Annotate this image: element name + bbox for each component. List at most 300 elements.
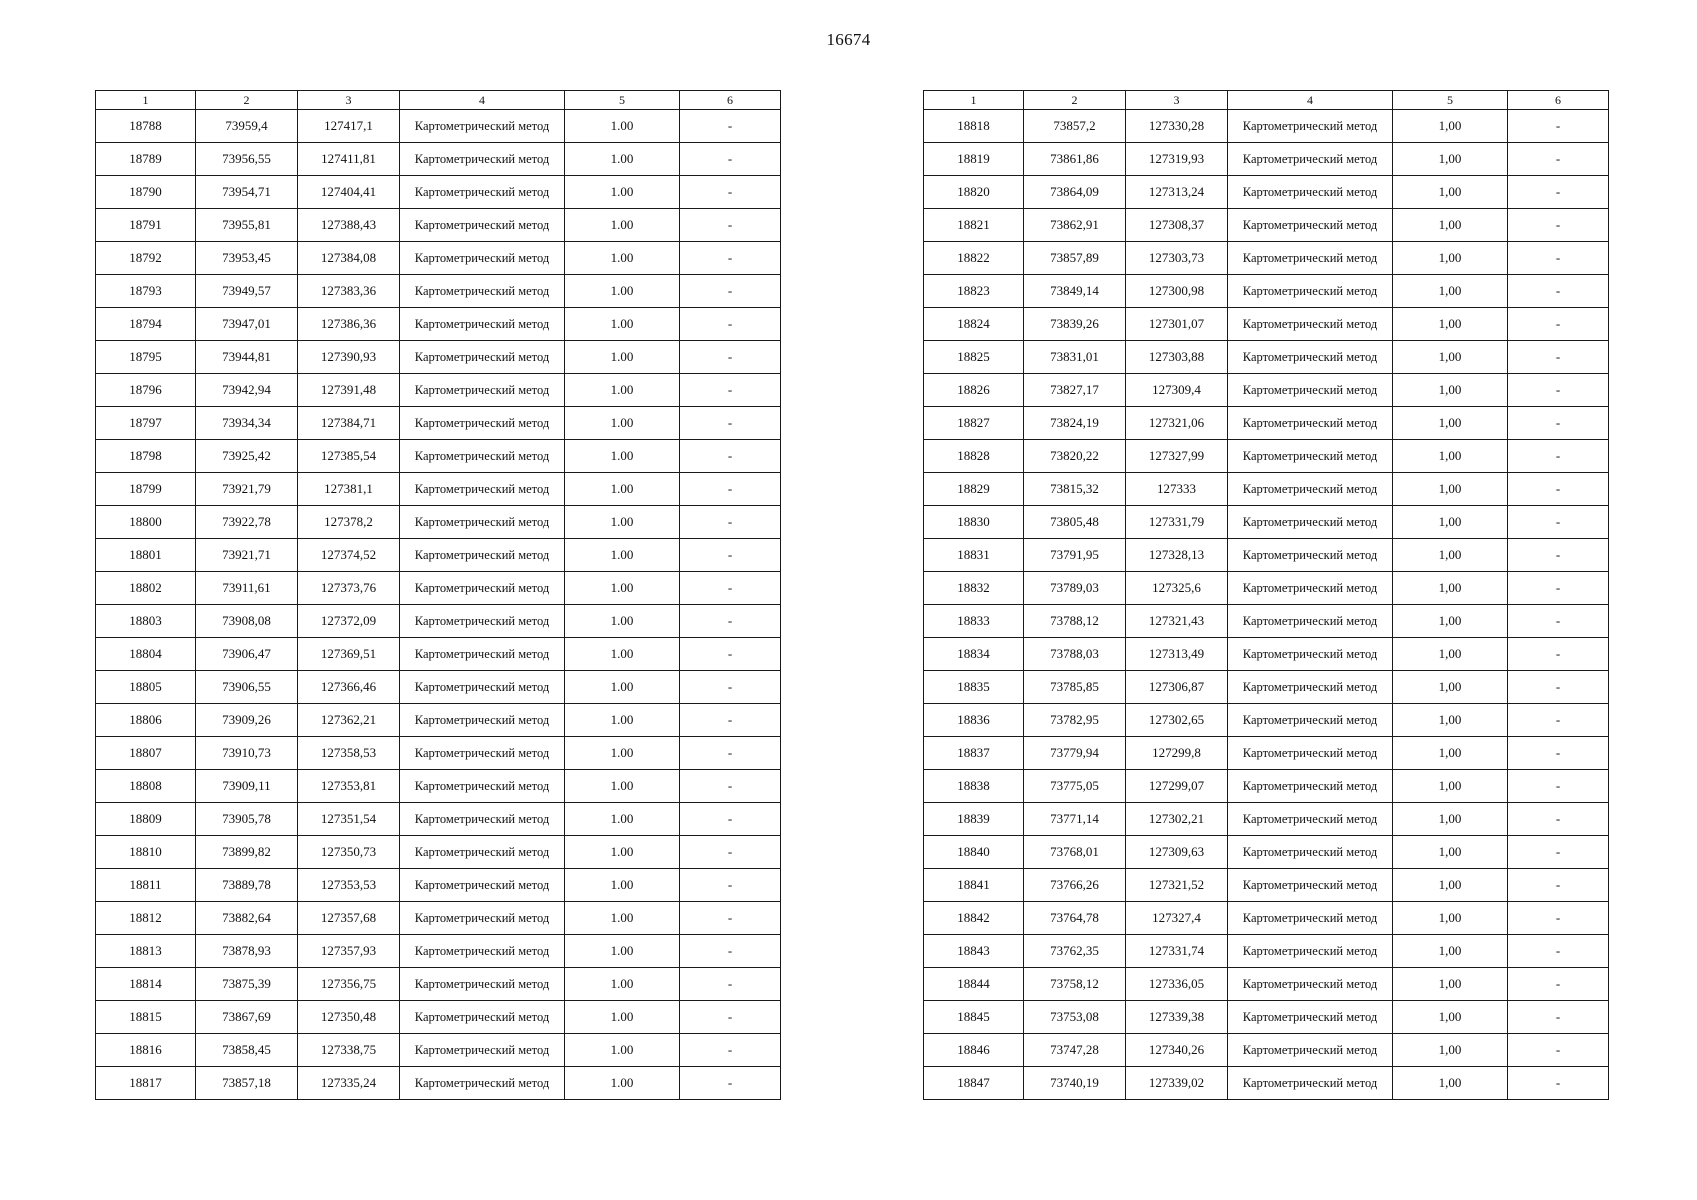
point-number-cell: 18804	[96, 638, 196, 671]
point-number-cell: 18805	[96, 671, 196, 704]
x-coordinate-cell: 73858,45	[196, 1034, 298, 1067]
point-number-cell: 18822	[924, 242, 1024, 275]
y-coordinate-cell: 127319,93	[1126, 143, 1228, 176]
method-cell: Картометрический метод	[400, 869, 565, 902]
method-cell: Картометрический метод	[400, 572, 565, 605]
y-coordinate-cell: 127350,73	[298, 836, 400, 869]
method-cell: Картометрический метод	[1228, 539, 1393, 572]
method-cell: Картометрический метод	[400, 704, 565, 737]
x-coordinate-cell: 73921,71	[196, 539, 298, 572]
x-coordinate-cell: 73955,81	[196, 209, 298, 242]
x-coordinate-cell: 73791,95	[1024, 539, 1126, 572]
point-number-cell: 18832	[924, 572, 1024, 605]
table-row	[96, 176, 781, 209]
x-coordinate-cell: 73949,57	[196, 275, 298, 308]
column-header: 3	[1126, 91, 1228, 110]
accuracy-cell: 1,00	[1393, 539, 1508, 572]
y-coordinate-cell: 127328,13	[1126, 539, 1228, 572]
point-number-cell: 18826	[924, 374, 1024, 407]
accuracy-cell: 1,00	[1393, 671, 1508, 704]
point-number-cell: 18837	[924, 737, 1024, 770]
page-number: 16674	[826, 30, 871, 49]
note-cell: -	[680, 506, 781, 539]
method-cell: Картометрический метод	[400, 803, 565, 836]
method-cell: Картометрический метод	[400, 275, 565, 308]
method-cell: Картометрический метод	[400, 1001, 565, 1034]
x-coordinate-cell: 73861,86	[1024, 143, 1126, 176]
note-cell: -	[1508, 869, 1609, 902]
table-row	[924, 473, 1609, 506]
accuracy-cell: 1.00	[565, 869, 680, 902]
table-row	[96, 308, 781, 341]
method-cell: Картометрический метод	[400, 1034, 565, 1067]
point-number-cell: 18800	[96, 506, 196, 539]
x-coordinate-cell: 73953,45	[196, 242, 298, 275]
x-coordinate-cell: 73956,55	[196, 143, 298, 176]
point-number-cell: 18840	[924, 836, 1024, 869]
note-cell: -	[1508, 935, 1609, 968]
x-coordinate-cell: 73820,22	[1024, 440, 1126, 473]
y-coordinate-cell: 127331,74	[1126, 935, 1228, 968]
method-cell: Картометрический метод	[400, 308, 565, 341]
point-number-cell: 18820	[924, 176, 1024, 209]
column-header: 1	[96, 91, 196, 110]
table-row	[924, 374, 1609, 407]
method-cell: Картометрический метод	[400, 176, 565, 209]
table-row	[924, 407, 1609, 440]
table-row	[96, 1001, 781, 1034]
point-number-cell: 18803	[96, 605, 196, 638]
note-cell: -	[1508, 242, 1609, 275]
y-coordinate-cell: 127353,53	[298, 869, 400, 902]
x-coordinate-cell: 73857,2	[1024, 110, 1126, 143]
accuracy-cell: 1,00	[1393, 110, 1508, 143]
point-number-cell: 18813	[96, 935, 196, 968]
note-cell: -	[680, 671, 781, 704]
accuracy-cell: 1.00	[565, 539, 680, 572]
table-row	[96, 671, 781, 704]
y-coordinate-cell: 127338,75	[298, 1034, 400, 1067]
note-cell: -	[1508, 1001, 1609, 1034]
y-coordinate-cell: 127340,26	[1126, 1034, 1228, 1067]
method-cell: Картометрический метод	[1228, 869, 1393, 902]
note-cell: -	[1508, 803, 1609, 836]
table-row	[924, 341, 1609, 374]
method-cell: Картометрический метод	[400, 770, 565, 803]
note-cell: -	[680, 968, 781, 1001]
note-cell: -	[680, 1067, 781, 1100]
point-number-cell: 18817	[96, 1067, 196, 1100]
point-number-cell: 18811	[96, 869, 196, 902]
column-header: 5	[1393, 91, 1508, 110]
table-row	[924, 1034, 1609, 1067]
method-cell: Картометрический метод	[400, 671, 565, 704]
point-number-cell: 18831	[924, 539, 1024, 572]
table-row	[924, 242, 1609, 275]
accuracy-cell: 1.00	[565, 605, 680, 638]
x-coordinate-cell: 73740,19	[1024, 1067, 1126, 1100]
point-number-cell: 18841	[924, 869, 1024, 902]
y-coordinate-cell: 127308,37	[1126, 209, 1228, 242]
accuracy-cell: 1,00	[1393, 374, 1508, 407]
accuracy-cell: 1.00	[565, 737, 680, 770]
point-number-cell: 18794	[96, 308, 196, 341]
method-cell: Картометрический метод	[1228, 572, 1393, 605]
table-row	[924, 638, 1609, 671]
point-number-cell: 18847	[924, 1067, 1024, 1100]
y-coordinate-cell: 127351,54	[298, 803, 400, 836]
y-coordinate-cell: 127327,99	[1126, 440, 1228, 473]
table-row	[924, 1001, 1609, 1034]
x-coordinate-cell: 73827,17	[1024, 374, 1126, 407]
y-coordinate-cell: 127333	[1126, 473, 1228, 506]
y-coordinate-cell: 127378,2	[298, 506, 400, 539]
accuracy-cell: 1,00	[1393, 143, 1508, 176]
header-row	[96, 91, 781, 110]
table-row	[96, 869, 781, 902]
table-row	[96, 539, 781, 572]
table-row	[96, 638, 781, 671]
accuracy-cell: 1.00	[565, 1001, 680, 1034]
point-number-cell: 18809	[96, 803, 196, 836]
note-cell: -	[680, 836, 781, 869]
accuracy-cell: 1.00	[565, 671, 680, 704]
accuracy-cell: 1,00	[1393, 407, 1508, 440]
method-cell: Картометрический метод	[1228, 770, 1393, 803]
note-cell: -	[1508, 968, 1609, 1001]
point-number-cell: 18790	[96, 176, 196, 209]
accuracy-cell: 1,00	[1393, 275, 1508, 308]
note-cell: -	[680, 770, 781, 803]
table-row	[924, 308, 1609, 341]
y-coordinate-cell: 127303,88	[1126, 341, 1228, 374]
note-cell: -	[680, 902, 781, 935]
point-number-cell: 18812	[96, 902, 196, 935]
accuracy-cell: 1,00	[1393, 869, 1508, 902]
method-cell: Картометрический метод	[400, 209, 565, 242]
point-number-cell: 18816	[96, 1034, 196, 1067]
x-coordinate-cell: 73878,93	[196, 935, 298, 968]
method-cell: Картометрический метод	[400, 836, 565, 869]
table-row	[924, 605, 1609, 638]
point-number-cell: 18827	[924, 407, 1024, 440]
note-cell: -	[680, 473, 781, 506]
method-cell: Картометрический метод	[1228, 110, 1393, 143]
note-cell: -	[680, 143, 781, 176]
note-cell: -	[1508, 407, 1609, 440]
method-cell: Картометрический метод	[400, 506, 565, 539]
x-coordinate-cell: 73824,19	[1024, 407, 1126, 440]
y-coordinate-cell: 127388,43	[298, 209, 400, 242]
x-coordinate-cell: 73862,91	[1024, 209, 1126, 242]
note-cell: -	[1508, 308, 1609, 341]
table-row	[96, 935, 781, 968]
accuracy-cell: 1.00	[565, 242, 680, 275]
x-coordinate-cell: 73753,08	[1024, 1001, 1126, 1034]
point-number-cell: 18829	[924, 473, 1024, 506]
point-number-cell: 18828	[924, 440, 1024, 473]
x-coordinate-cell: 73766,26	[1024, 869, 1126, 902]
y-coordinate-cell: 127299,8	[1126, 737, 1228, 770]
accuracy-cell: 1,00	[1393, 572, 1508, 605]
method-cell: Картометрический метод	[1228, 473, 1393, 506]
point-number-cell: 18789	[96, 143, 196, 176]
note-cell: -	[1508, 374, 1609, 407]
note-cell: -	[1508, 506, 1609, 539]
table-body	[924, 110, 1609, 1100]
y-coordinate-cell: 127356,75	[298, 968, 400, 1001]
y-coordinate-cell: 127301,07	[1126, 308, 1228, 341]
table-row	[96, 770, 781, 803]
note-cell: -	[1508, 572, 1609, 605]
y-coordinate-cell: 127302,65	[1126, 704, 1228, 737]
accuracy-cell: 1.00	[565, 143, 680, 176]
note-cell: -	[680, 374, 781, 407]
column-header: 2	[1024, 91, 1126, 110]
accuracy-cell: 1,00	[1393, 1067, 1508, 1100]
x-coordinate-cell: 73908,08	[196, 605, 298, 638]
x-coordinate-cell: 73775,05	[1024, 770, 1126, 803]
method-cell: Картометрический метод	[1228, 308, 1393, 341]
method-cell: Картометрический метод	[1228, 275, 1393, 308]
accuracy-cell: 1.00	[565, 968, 680, 1001]
method-cell: Картометрический метод	[400, 242, 565, 275]
point-number-cell: 18842	[924, 902, 1024, 935]
accuracy-cell: 1,00	[1393, 440, 1508, 473]
accuracy-cell: 1.00	[565, 209, 680, 242]
x-coordinate-cell: 73864,09	[1024, 176, 1126, 209]
x-coordinate-cell: 73747,28	[1024, 1034, 1126, 1067]
method-cell: Картометрический метод	[1228, 176, 1393, 209]
x-coordinate-cell: 73789,03	[1024, 572, 1126, 605]
table-row	[924, 572, 1609, 605]
note-cell: -	[680, 440, 781, 473]
table-row	[924, 803, 1609, 836]
column-header: 1	[924, 91, 1024, 110]
table-row	[924, 209, 1609, 242]
accuracy-cell: 1.00	[565, 110, 680, 143]
method-cell: Картометрический метод	[400, 407, 565, 440]
y-coordinate-cell: 127411,81	[298, 143, 400, 176]
y-coordinate-cell: 127417,1	[298, 110, 400, 143]
table-row	[924, 704, 1609, 737]
note-cell: -	[680, 407, 781, 440]
note-cell: -	[1508, 473, 1609, 506]
method-cell: Картометрический метод	[400, 440, 565, 473]
method-cell: Картометрический метод	[1228, 1034, 1393, 1067]
method-cell: Картометрический метод	[1228, 143, 1393, 176]
note-cell: -	[1508, 143, 1609, 176]
table-row	[96, 803, 781, 836]
accuracy-cell: 1,00	[1393, 902, 1508, 935]
point-number-cell: 18818	[924, 110, 1024, 143]
point-number-cell: 18835	[924, 671, 1024, 704]
note-cell: -	[1508, 671, 1609, 704]
accuracy-cell: 1.00	[565, 308, 680, 341]
point-number-cell: 18846	[924, 1034, 1024, 1067]
column-header: 5	[565, 91, 680, 110]
method-cell: Картометрический метод	[400, 902, 565, 935]
table-row	[924, 275, 1609, 308]
note-cell: -	[680, 572, 781, 605]
accuracy-cell: 1,00	[1393, 506, 1508, 539]
accuracy-cell: 1,00	[1393, 308, 1508, 341]
point-number-cell: 18833	[924, 605, 1024, 638]
x-coordinate-cell: 73954,71	[196, 176, 298, 209]
x-coordinate-cell: 73910,73	[196, 737, 298, 770]
y-coordinate-cell: 127385,54	[298, 440, 400, 473]
y-coordinate-cell: 127357,93	[298, 935, 400, 968]
point-number-cell: 18810	[96, 836, 196, 869]
table-row	[96, 902, 781, 935]
method-cell: Картометрический метод	[1228, 341, 1393, 374]
accuracy-cell: 1,00	[1393, 704, 1508, 737]
accuracy-cell: 1,00	[1393, 638, 1508, 671]
method-cell: Картометрический метод	[1228, 242, 1393, 275]
note-cell: -	[1508, 110, 1609, 143]
accuracy-cell: 1,00	[1393, 770, 1508, 803]
note-cell: -	[680, 209, 781, 242]
x-coordinate-cell: 73911,61	[196, 572, 298, 605]
x-coordinate-cell: 73758,12	[1024, 968, 1126, 1001]
x-coordinate-cell: 73785,85	[1024, 671, 1126, 704]
y-coordinate-cell: 127366,46	[298, 671, 400, 704]
point-number-cell: 18801	[96, 539, 196, 572]
point-number-cell: 18819	[924, 143, 1024, 176]
y-coordinate-cell: 127374,52	[298, 539, 400, 572]
point-number-cell: 18834	[924, 638, 1024, 671]
point-number-cell: 18806	[96, 704, 196, 737]
method-cell: Картометрический метод	[400, 374, 565, 407]
y-coordinate-cell: 127321,52	[1126, 869, 1228, 902]
table-row	[96, 737, 781, 770]
point-number-cell: 18821	[924, 209, 1024, 242]
accuracy-cell: 1.00	[565, 341, 680, 374]
y-coordinate-cell: 127303,73	[1126, 242, 1228, 275]
note-cell: -	[1508, 539, 1609, 572]
note-cell: -	[680, 935, 781, 968]
y-coordinate-cell: 127309,63	[1126, 836, 1228, 869]
y-coordinate-cell: 127299,07	[1126, 770, 1228, 803]
point-number-cell: 18807	[96, 737, 196, 770]
accuracy-cell: 1,00	[1393, 836, 1508, 869]
y-coordinate-cell: 127339,02	[1126, 1067, 1228, 1100]
y-coordinate-cell: 127321,43	[1126, 605, 1228, 638]
point-number-cell: 18815	[96, 1001, 196, 1034]
table-row	[96, 605, 781, 638]
note-cell: -	[680, 275, 781, 308]
y-coordinate-cell: 127313,49	[1126, 638, 1228, 671]
x-coordinate-cell: 73909,11	[196, 770, 298, 803]
accuracy-cell: 1.00	[565, 902, 680, 935]
y-coordinate-cell: 127358,53	[298, 737, 400, 770]
accuracy-cell: 1.00	[565, 1067, 680, 1100]
note-cell: -	[1508, 836, 1609, 869]
table-row	[96, 968, 781, 1001]
column-header: 4	[400, 91, 565, 110]
y-coordinate-cell: 127309,4	[1126, 374, 1228, 407]
method-cell: Картометрический метод	[400, 110, 565, 143]
note-cell: -	[680, 110, 781, 143]
accuracy-cell: 1,00	[1393, 242, 1508, 275]
x-coordinate-cell: 73921,79	[196, 473, 298, 506]
y-coordinate-cell: 127336,05	[1126, 968, 1228, 1001]
y-coordinate-cell: 127386,36	[298, 308, 400, 341]
note-cell: -	[1508, 605, 1609, 638]
y-coordinate-cell: 127353,81	[298, 770, 400, 803]
accuracy-cell: 1.00	[565, 803, 680, 836]
point-number-cell: 18795	[96, 341, 196, 374]
accuracy-cell: 1,00	[1393, 737, 1508, 770]
point-number-cell: 18796	[96, 374, 196, 407]
method-cell: Картометрический метод	[1228, 671, 1393, 704]
x-coordinate-cell: 73889,78	[196, 869, 298, 902]
accuracy-cell: 1,00	[1393, 1034, 1508, 1067]
point-number-cell: 18825	[924, 341, 1024, 374]
y-coordinate-cell: 127313,24	[1126, 176, 1228, 209]
method-cell: Картометрический метод	[400, 341, 565, 374]
method-cell: Картометрический метод	[400, 473, 565, 506]
table-row	[924, 770, 1609, 803]
point-number-cell: 18802	[96, 572, 196, 605]
table-row	[924, 110, 1609, 143]
x-coordinate-cell: 73762,35	[1024, 935, 1126, 968]
note-cell: -	[1508, 638, 1609, 671]
table-row	[96, 473, 781, 506]
accuracy-cell: 1.00	[565, 638, 680, 671]
note-cell: -	[680, 308, 781, 341]
point-number-cell: 18814	[96, 968, 196, 1001]
table-row	[924, 935, 1609, 968]
table-row	[924, 836, 1609, 869]
note-cell: -	[1508, 209, 1609, 242]
point-number-cell: 18793	[96, 275, 196, 308]
table-body	[96, 110, 781, 1100]
table-row	[96, 341, 781, 374]
note-cell: -	[680, 176, 781, 209]
accuracy-cell: 1.00	[565, 704, 680, 737]
x-coordinate-cell: 73959,4	[196, 110, 298, 143]
point-number-cell: 18788	[96, 110, 196, 143]
accuracy-cell: 1.00	[565, 836, 680, 869]
accuracy-cell: 1,00	[1393, 341, 1508, 374]
table-row	[96, 242, 781, 275]
x-coordinate-cell: 73815,32	[1024, 473, 1126, 506]
accuracy-cell: 1,00	[1393, 176, 1508, 209]
x-coordinate-cell: 73771,14	[1024, 803, 1126, 836]
note-cell: -	[680, 242, 781, 275]
x-coordinate-cell: 73867,69	[196, 1001, 298, 1034]
table-row	[96, 440, 781, 473]
y-coordinate-cell: 127362,21	[298, 704, 400, 737]
table-row	[96, 1067, 781, 1100]
method-cell: Картометрический метод	[400, 968, 565, 1001]
point-number-cell: 18808	[96, 770, 196, 803]
accuracy-cell: 1.00	[565, 374, 680, 407]
column-header: 6	[680, 91, 781, 110]
accuracy-cell: 1,00	[1393, 473, 1508, 506]
table-row	[96, 209, 781, 242]
method-cell: Картометрический метод	[400, 605, 565, 638]
table-row	[96, 374, 781, 407]
y-coordinate-cell: 127404,41	[298, 176, 400, 209]
x-coordinate-cell: 73909,26	[196, 704, 298, 737]
x-coordinate-cell: 73849,14	[1024, 275, 1126, 308]
table-row	[924, 176, 1609, 209]
method-cell: Картометрический метод	[400, 737, 565, 770]
point-number-cell: 18839	[924, 803, 1024, 836]
method-cell: Картометрический метод	[1228, 605, 1393, 638]
